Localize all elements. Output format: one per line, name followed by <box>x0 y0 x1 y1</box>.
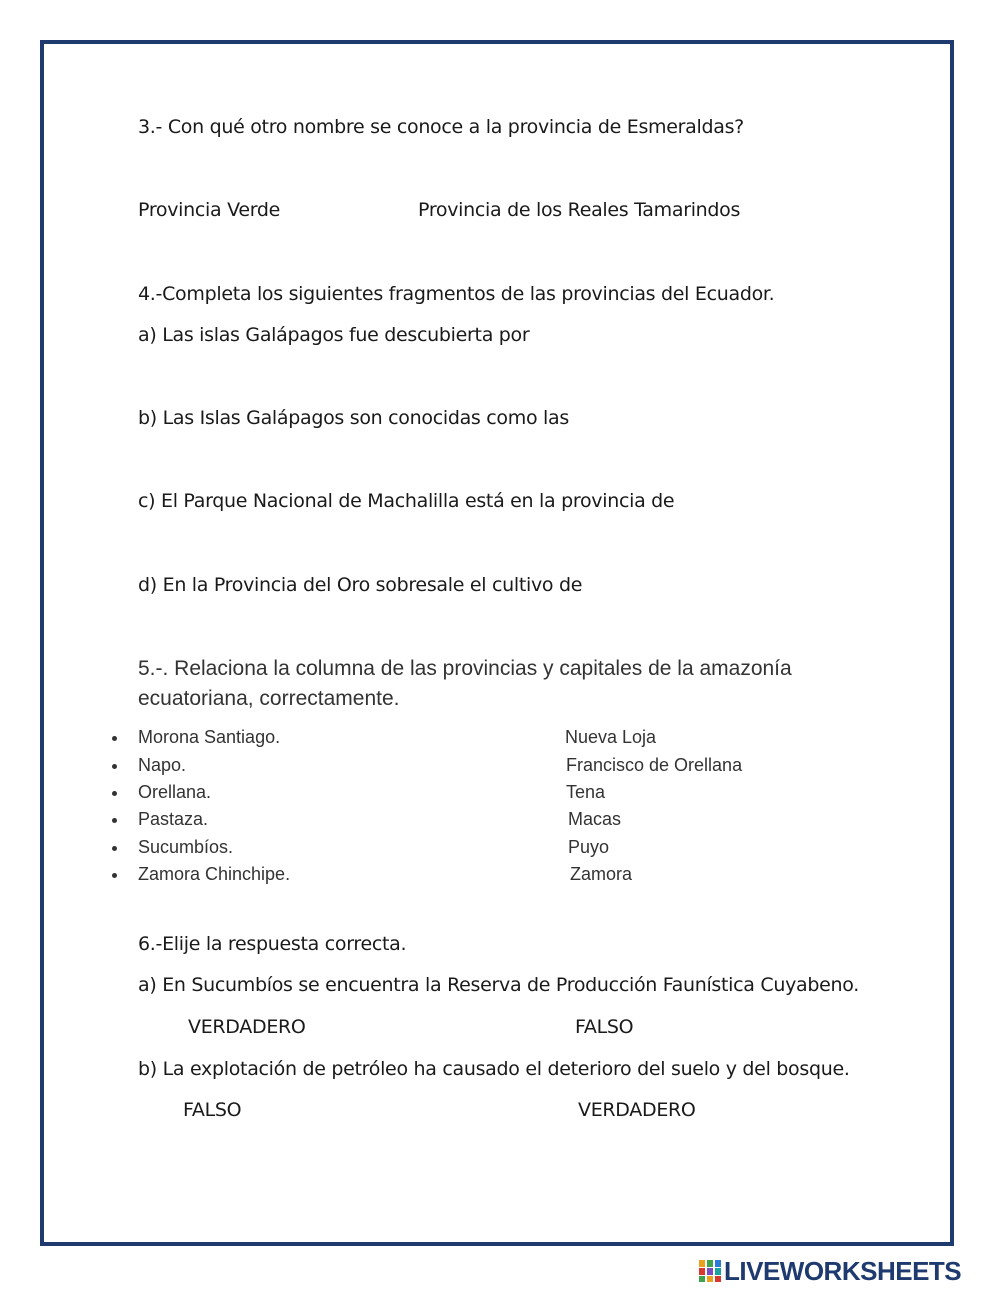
q6-statement-a: a) En Sucumbíos se encuentra la Reserva de Producción Faunística Cuyabeno. <box>138 974 860 996</box>
bullet-icon <box>112 846 117 851</box>
q6-a-option-1[interactable]: VERDADERO <box>188 1016 306 1038</box>
bullet-icon <box>112 873 117 878</box>
q4-item-b: b) Las Islas Galápagos son conocidas como las <box>138 407 569 429</box>
bullet-icon <box>112 791 117 796</box>
q4-item-d: d) En la Provincia del Oro sobresale el cultivo de <box>138 574 583 596</box>
q4-item-c: c) El Parque Nacional de Machalilla está en la provincia de <box>138 490 675 512</box>
q6-a-option-2[interactable]: FALSO <box>575 1016 634 1038</box>
q3-option-2[interactable]: Provincia de los Reales Tamarindos <box>418 199 741 221</box>
bullet-icon <box>112 818 117 823</box>
question-4: 4.-Completa los siguientes fragmentos de las provincias del Ecuador. <box>138 283 775 305</box>
capital-item[interactable]: Macas <box>568 809 622 829</box>
question-5-line-2: ecuatoriana, correctamente. <box>138 687 400 710</box>
q6-b-option-2[interactable]: VERDADERO <box>578 1099 696 1121</box>
province-item[interactable]: Pastaza. <box>138 809 209 829</box>
capital-item[interactable]: Nueva Loja <box>565 727 657 747</box>
province-item[interactable]: Morona Santiago. <box>138 727 281 747</box>
question-3: 3.- Con qué otro nombre se conoce a la provincia de Esmeraldas? <box>138 116 744 138</box>
capital-item[interactable]: Tena <box>566 782 606 802</box>
bullet-icon <box>112 764 117 769</box>
liveworksheets-logo-icon <box>698 1259 722 1283</box>
q6-statement-b: b) La explotación de petróleo ha causado el deterioro del suelo y del bosque. <box>138 1058 850 1080</box>
question-6: 6.-Elije la respuesta correcta. <box>138 933 407 955</box>
q6-b-option-1[interactable]: FALSO <box>183 1099 242 1121</box>
capital-item[interactable]: Zamora <box>570 864 633 884</box>
bullet-icon <box>112 736 117 741</box>
capital-item[interactable]: Francisco de Orellana <box>566 755 743 775</box>
q3-option-1[interactable]: Provincia Verde <box>138 199 281 221</box>
province-item[interactable]: Zamora Chinchipe. <box>138 864 291 884</box>
q4-item-a: a) Las islas Galápagos fue descubierta por <box>138 324 530 346</box>
question-5-line-1: 5.-. Relaciona la columna de las provincias y capitales de la amazonía <box>138 657 792 680</box>
capital-item[interactable]: Puyo <box>568 837 610 857</box>
province-item[interactable]: Sucumbíos. <box>138 837 234 857</box>
liveworksheets-brand: LIVEWORKSHEETS <box>724 1256 962 1286</box>
province-item[interactable]: Orellana. <box>138 782 212 802</box>
province-item[interactable]: Napo. <box>138 755 187 775</box>
